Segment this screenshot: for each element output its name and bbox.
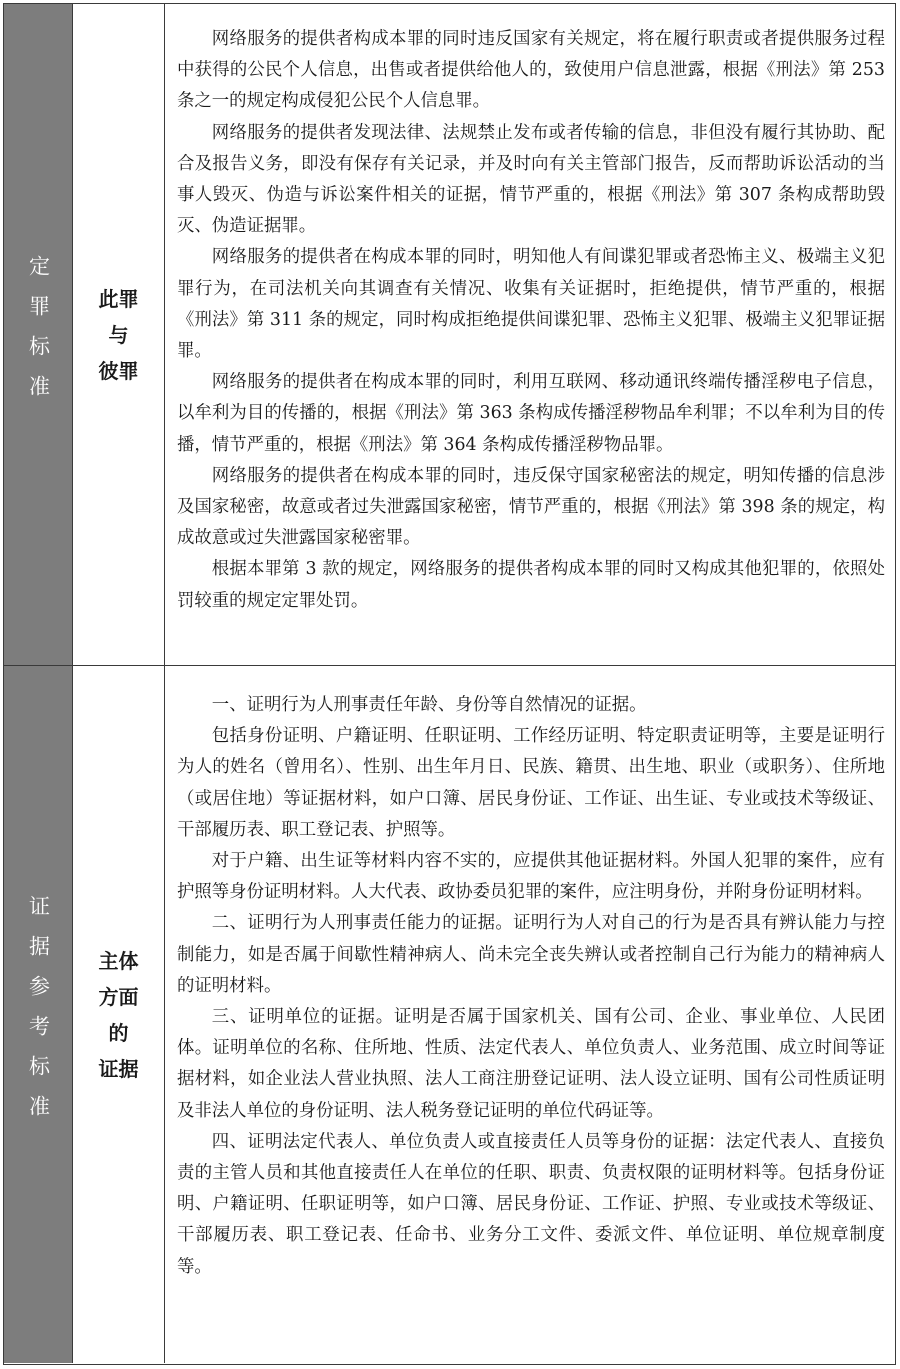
subheading-line: 主体 (98, 948, 139, 973)
paragraph: 三、证明单位的证据。证明是否属于国家机关、国有公司、企业、事业单位、人民团体。证明单位的名称、住所地、性质、法定代表人、单位负责人、业务范围、成立时间等证据材料，如企业法人营业执照、法人工商注册登记证明、法人设立证明、国有公司性质证明及非法人单位的身份证明、法人税务登记证明的单位代码证等。 (177, 1007, 885, 1121)
subheading-line: 方面 (98, 984, 139, 1009)
paragraph: 对于户籍、出生证等材料内容不实的，应提供其他证据材料。外国人犯罪的案件，应有护照等身份证明材料。人大代表、政协委员犯罪的案件，应注明身份，并附身份证明材料。 (177, 851, 885, 903)
paragraph: 四、证明法定代表人、单位负责人或直接责任人员等身份的证据：法定代表人、直接负责的主管人员和其他直接责任人在单位的任职、职责、负责权限的证明材料等。包括身份证明、户籍证明、任职证明等，如户口簿、居民身份证、工作证、护照、专业或技术等级证、干部履历表、职工登记表、任命书、业务分工文件、委派文件、单位证明、单位规章制度等。 (177, 1131, 885, 1277)
paragraph: 一、证明行为人刑事责任年龄、身份等自然情况的证据。 (211, 695, 647, 715)
content-cell (165, 4, 895, 665)
subheading-line: 的 (108, 1020, 129, 1045)
category-cell (4, 4, 73, 665)
legal-standards-table (3, 3, 896, 1365)
paragraph: 网络服务的提供者在构成本罪的同时，违反保守国家秘密法的规定，明知传播的信息涉及国家秘密，故意或者过失泄露国家秘密，情节严重的，根据《刑法》第 398 条的规定，构成故意或过失泄露国家秘密罪。 (177, 465, 885, 549)
paragraph: 网络服务的提供者在构成本罪的同时，利用互联网、移动通讯终端传播淫秽电子信息，以牟利为目的传播的，根据《刑法》第 363 条构成传播淫秽物品牟利罪；不以牟利为目的传播，情节严重的，根据《刑法》第 364 条构成传播淫秽物品罪。 (177, 372, 885, 455)
paragraph: 根据本罪第 3 款的规定，网络服务的提供者构成本罪的同时又构成其他犯罪的，依照处罚较重的规定定罪处罚。 (177, 559, 885, 611)
subheading-cell (73, 4, 165, 665)
table-row (4, 666, 895, 1363)
paragraph: 二、证明行为人刑事责任能力的证据。证明行为人对自己的行为是否具有辨认能力与控制能力，如是否属于间歇性精神病人、尚未完全丧失辨认或者控制自己行为能力的精神病人的证明材料。 (177, 913, 885, 996)
paragraph: 网络服务的提供者构成本罪的同时违反国家有关规定，将在履行职责或者提供服务过程中获得的公民个人信息，出售或者提供给他人的，致使用户信息泄露，根据《刑法》第 253 条之一的规定构成侵犯公民个人信息罪。 (177, 29, 885, 112)
content-cell (165, 666, 895, 1363)
category-label: 定罪标准 (26, 254, 51, 415)
subheading-line: 与 (108, 322, 129, 347)
paragraph: 网络服务的提供者发现法律、法规禁止发布或者传输的信息，非但没有履行其协助、配合及报告义务，即没有保存有关记录，并及时向有关主管部门报告，反而帮助诉讼活动的当事人毁灭、伪造与诉讼案件相关的证据，情节严重的，根据《刑法》第 307 条构成帮助毁灭、伪造证据罪。 (177, 122, 885, 237)
paragraph: 网络服务的提供者在构成本罪的同时，明知他人有间谍犯罪或者恐怖主义、极端主义犯罪行为，在司法机关向其调查有关情况、收集有关证据时，拒绝提供，情节严重的，根据《刑法》第 311 条的规定，同时构成拒绝提供间谍犯罪、恐怖主义犯罪、极端主义犯罪证据罪。 (177, 247, 885, 362)
subheading-line: 证据 (98, 1056, 139, 1081)
table-row (4, 4, 895, 666)
subheading-line: 彼罪 (98, 358, 139, 383)
subheading-cell (73, 666, 165, 1363)
category-label: 证据参考标准 (26, 894, 51, 1135)
category-cell (4, 666, 73, 1363)
paragraph: 包括身份证明、户籍证明、任职证明、工作经历证明、特定职责证明等，主要是证明行为人的姓名（曾用名）、性别、出生年月日、民族、籍贯、出生地、职业（或职务）、住所地（或居住地）等证据材料，如户口簿、居民身份证、工作证、出生证、专业或技术等级证、干部履历表、职工登记表、护照等。 (177, 726, 885, 840)
subheading-line: 此罪 (98, 286, 139, 311)
